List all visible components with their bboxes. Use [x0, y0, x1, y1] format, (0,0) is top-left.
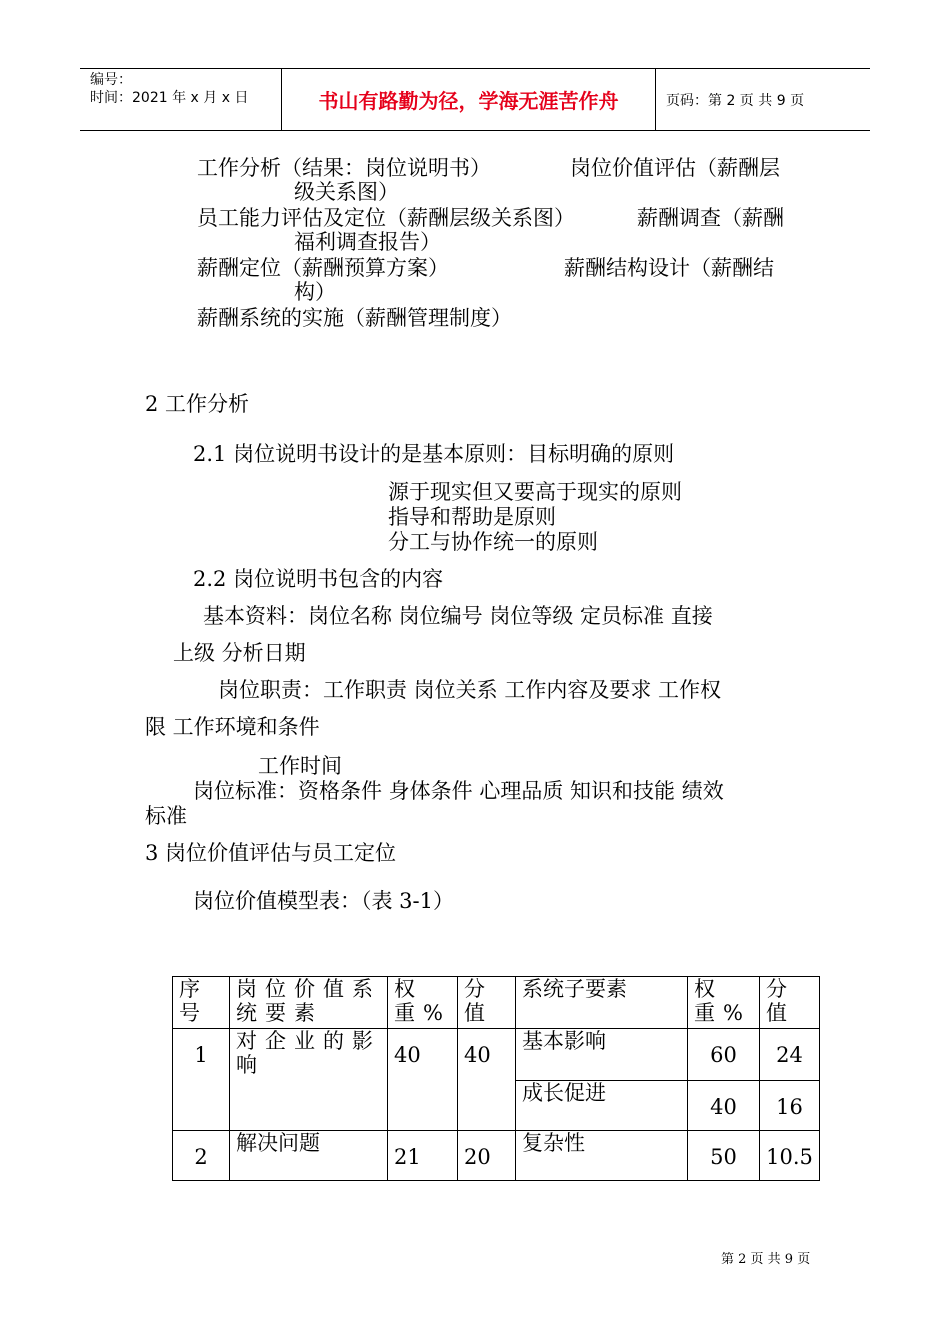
flow-line: 薪酬结构设计（薪酬结 — [564, 256, 774, 280]
flow-line: 员工能力评估及定位（薪酬层级关系图） — [197, 206, 575, 230]
flow-line: 级关系图） — [294, 180, 399, 204]
paragraph: 2.1 岗位说明书设计的是基本原则：目标明确的原则 — [193, 442, 675, 466]
date-label: 时间：2021 年 x 月 x 日 — [90, 90, 249, 106]
sub-factor-cell: 成长促进 — [516, 1081, 688, 1131]
seq-cell: 2 — [173, 1131, 230, 1181]
table-header-row — [173, 977, 820, 1029]
paragraph: 标准 — [145, 804, 187, 828]
table-row — [173, 1131, 820, 1181]
paragraph: 岗位标准：资格条件 身体条件 心理品质 知识和技能 绩效 — [193, 779, 724, 803]
paragraph: 2.2 岗位说明书包含的内容 — [193, 567, 444, 591]
paragraph: 工作时间 — [258, 754, 342, 778]
weight-cell: 21 — [388, 1131, 458, 1181]
sub-weight-cell: 60 — [688, 1029, 760, 1081]
sub-weight-cell: 40 — [688, 1081, 760, 1131]
paragraph: 限 工作环境和条件 — [145, 715, 320, 739]
header-cell: 权重% — [388, 977, 458, 1029]
section-heading: 3 岗位价值评估与员工定位 — [145, 841, 397, 865]
header-cell: 岗位价值系统要素 — [230, 977, 388, 1029]
seq-cell: 1 — [173, 1029, 230, 1131]
header-cell: 分值 — [458, 977, 516, 1029]
header-divider — [655, 69, 656, 130]
table-caption: 岗位价值模型表：（表 3-1） — [193, 889, 454, 913]
principle-item: 指导和帮助是原则 — [388, 505, 556, 529]
flow-line: 薪酬定位（薪酬预算方案） — [197, 256, 449, 280]
sub-weight-cell: 50 — [688, 1131, 760, 1181]
flow-line: 岗位价值评估（薪酬层 — [570, 156, 780, 180]
score-cell: 20 — [458, 1131, 516, 1181]
flow-line: 工作分析（结果：岗位说明书） — [197, 156, 491, 180]
flow-line: 福利调查报告） — [294, 230, 441, 254]
doc-number-label: 编号： — [90, 72, 132, 88]
page-header — [80, 68, 870, 131]
header-motto: 书山有路勤为径，学海无涯苦作舟 — [318, 89, 619, 113]
header-meta — [90, 71, 280, 107]
sub-score-cell: 24 — [760, 1029, 820, 1081]
flow-line: 薪酬调查（薪酬 — [637, 206, 784, 230]
principle-item: 分工与协作统一的原则 — [388, 530, 598, 554]
paragraph: 基本资料：岗位名称 岗位编号 岗位等级 定员标准 直接 — [203, 604, 713, 628]
paragraph: 岗位职责：工作职责 岗位关系 工作内容及要求 工作权 — [218, 678, 722, 702]
header-cell: 序号 — [173, 977, 230, 1029]
header-cell: 分值 — [760, 977, 820, 1029]
principle-item: 源于现实但又要高于现实的原则 — [388, 480, 682, 504]
factor-cell: 解决问题 — [230, 1131, 388, 1181]
value-model-table — [172, 976, 820, 1181]
sub-factor-cell: 基本影响 — [516, 1029, 688, 1081]
weight-cell: 40 — [388, 1029, 458, 1131]
sub-score-cell: 16 — [760, 1081, 820, 1131]
header-cell: 系统子要素 — [516, 977, 688, 1029]
page-footer: 第 2 页 共 9 页 — [721, 1252, 811, 1267]
section-heading: 2 工作分析 — [145, 392, 250, 416]
header-cell: 权重% — [688, 977, 760, 1029]
flow-line: 薪酬系统的实施（薪酬管理制度） — [197, 306, 512, 330]
flow-line: 构） — [294, 280, 336, 304]
score-cell: 40 — [458, 1029, 516, 1131]
factor-cell: 对企业的影响 — [230, 1029, 388, 1131]
table-row — [173, 1029, 820, 1081]
sub-score-cell: 10.5 — [760, 1131, 820, 1181]
header-page-info: 页码：第 2 页 共 9 页 — [666, 92, 805, 109]
sub-factor-cell: 复杂性 — [516, 1131, 688, 1181]
paragraph: 上级 分析日期 — [173, 641, 306, 665]
